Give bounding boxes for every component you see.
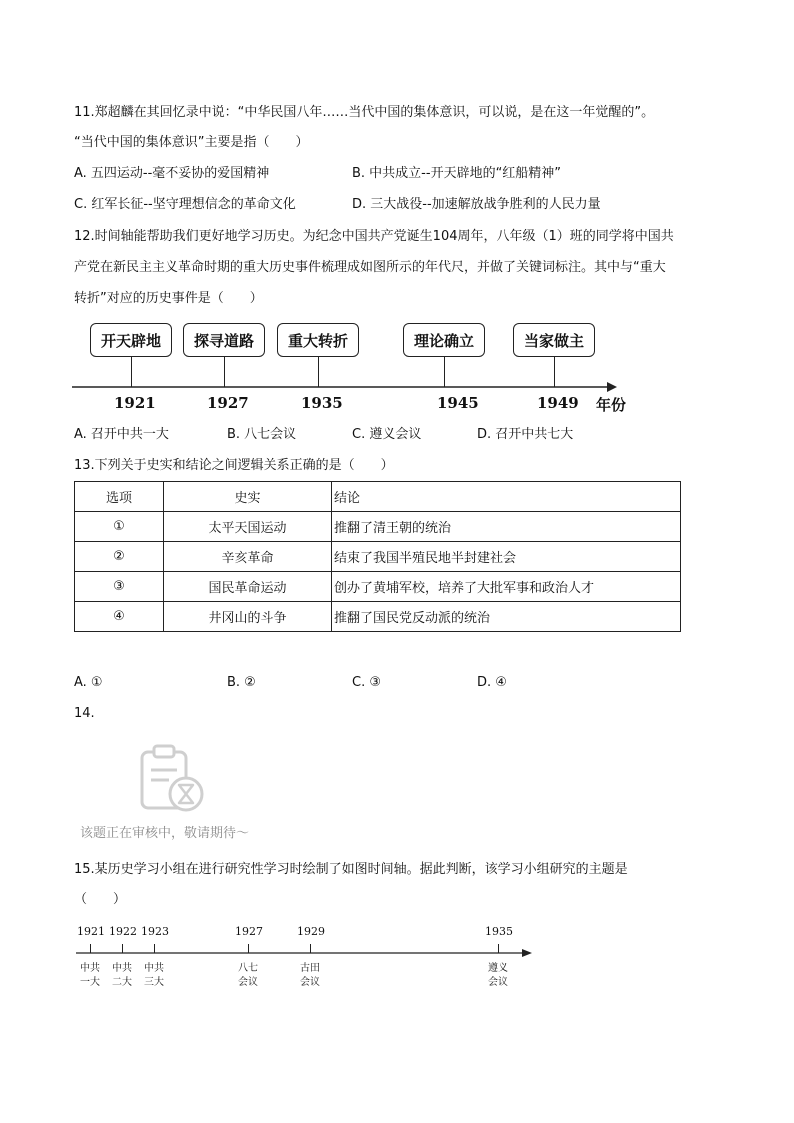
q12-stem-line3: 转折”对应的历史事件是（ ） — [74, 291, 263, 306]
timeline-axis-arrow — [76, 947, 532, 959]
q15-stem-line1: 15.某历史学习小组在进行研究性学习时绘制了如图时间轴。据此判断，该学习小组研究的主题是 — [74, 862, 628, 877]
timeline-year: 1921 — [77, 925, 105, 938]
table-cell: 推翻了国民党反动派的统治 — [332, 602, 681, 632]
timeline-keyword-box: 当家做主 — [513, 323, 595, 357]
timeline-keyword-box: 探寻道路 — [183, 323, 265, 357]
q13-option-b[interactable]: B. ② — [227, 675, 256, 690]
timeline-event-label: 中共一大 — [80, 963, 100, 988]
q11-option-d[interactable]: D. 三大战役--加速解放战争胜利的人民力量 — [352, 197, 601, 212]
q11-stem-line2: “当代中国的集体意识”主要是指（ ） — [74, 135, 309, 150]
q15-stem-line2: （ ） — [74, 892, 127, 907]
timeline-year: 1929 — [297, 925, 325, 938]
timeline-year: 1935 — [301, 394, 343, 412]
table-cell: 辛亥革命 — [164, 542, 332, 572]
timeline-event-label: 中共二大 — [112, 963, 132, 988]
timeline-year: 1927 — [235, 925, 263, 938]
q14-placeholder: 该题正在审核中，敬请期待～ — [80, 826, 250, 841]
q13-option-d[interactable]: D. ④ — [477, 675, 507, 690]
q13-table — [74, 481, 681, 632]
timeline-keyword-box: 开天辟地 — [90, 323, 172, 357]
table-cell: 太平天国运动 — [164, 512, 332, 542]
table-header-cell: 结论 — [332, 482, 681, 512]
timeline-year: 1927 — [207, 394, 249, 412]
q12-option-a[interactable]: A. 召开中共一大 — [74, 427, 169, 442]
timeline-year: 1935 — [485, 925, 513, 938]
table-cell: ② — [75, 542, 164, 572]
table-cell: 井冈山的斗争 — [164, 602, 332, 632]
q11-stem-line1: 11.郑超麟在其回忆录中说：“中华民国八年……当代中国的集体意识，可以说，是在这一年觉醒的”。 — [74, 105, 655, 120]
clipboard-hourglass-icon — [134, 742, 206, 814]
timeline-year: 1923 — [141, 925, 169, 938]
table-header-cell: 史实 — [164, 482, 332, 512]
timeline-year: 1921 — [114, 394, 156, 412]
timeline-year: 1922 — [109, 925, 137, 938]
q12-option-b[interactable]: B. 八七会议 — [227, 427, 297, 442]
q14-number: 14. — [74, 706, 95, 721]
table-cell: ③ — [75, 572, 164, 602]
q11-option-c[interactable]: C. 红军长征--坚守理想信念的革命文化 — [74, 197, 296, 212]
table-cell: 推翻了清王朝的统治 — [332, 512, 681, 542]
timeline-axis-label: 年份 — [596, 396, 627, 414]
q11-option-b[interactable]: B. 中共成立--开天辟地的“红船精神” — [352, 166, 562, 181]
table-row — [75, 542, 681, 572]
timeline-event-label: 遵义会议 — [488, 963, 508, 988]
timeline-year: 1945 — [437, 394, 479, 412]
q12-stem-line2: 产党在新民主主义革命时期的重大历史事件梳理成如图所示的年代尺，并做了关键词标注。其中与“重大 — [74, 260, 666, 275]
timeline-event-label: 八七会议 — [238, 963, 258, 988]
q13-stem: 13.下列关于史实和结论之间逻辑关系正确的是（ ） — [74, 458, 394, 473]
table-cell: 结束了我国半殖民地半封建社会 — [332, 542, 681, 572]
table-cell: 创办了黄埔军校，培养了大批军事和政治人才 — [332, 572, 681, 602]
q12-stem-line1: 12.时间轴能帮助我们更好地学习历史。为纪念中国共产党诞生104周年，八年级（1）班的同学将中国共 — [74, 229, 674, 244]
table-row — [75, 572, 681, 602]
timeline-keyword-box: 理论确立 — [403, 323, 485, 357]
table-row — [75, 512, 681, 542]
table-cell: ④ — [75, 602, 164, 632]
timeline-year: 1949 — [537, 394, 579, 412]
table-cell: ① — [75, 512, 164, 542]
table-row — [75, 602, 681, 632]
q12-option-d[interactable]: D. 召开中共七大 — [477, 427, 574, 442]
timeline-keyword-box: 重大转折 — [277, 323, 359, 357]
table-header-cell: 选项 — [75, 482, 164, 512]
q11-option-a[interactable]: A. 五四运动--毫不妥协的爱国精神 — [74, 166, 270, 181]
q13-option-c[interactable]: C. ③ — [352, 675, 381, 690]
table-cell: 国民革命运动 — [164, 572, 332, 602]
timeline-event-label: 中共三大 — [144, 963, 164, 988]
timeline-event-label: 古田会议 — [300, 963, 320, 988]
q12-option-c[interactable]: C. 遵义会议 — [352, 427, 422, 442]
q13-option-a[interactable]: A. ① — [74, 675, 103, 690]
table-header-row — [75, 482, 681, 512]
timeline-axis-arrow — [72, 380, 617, 394]
